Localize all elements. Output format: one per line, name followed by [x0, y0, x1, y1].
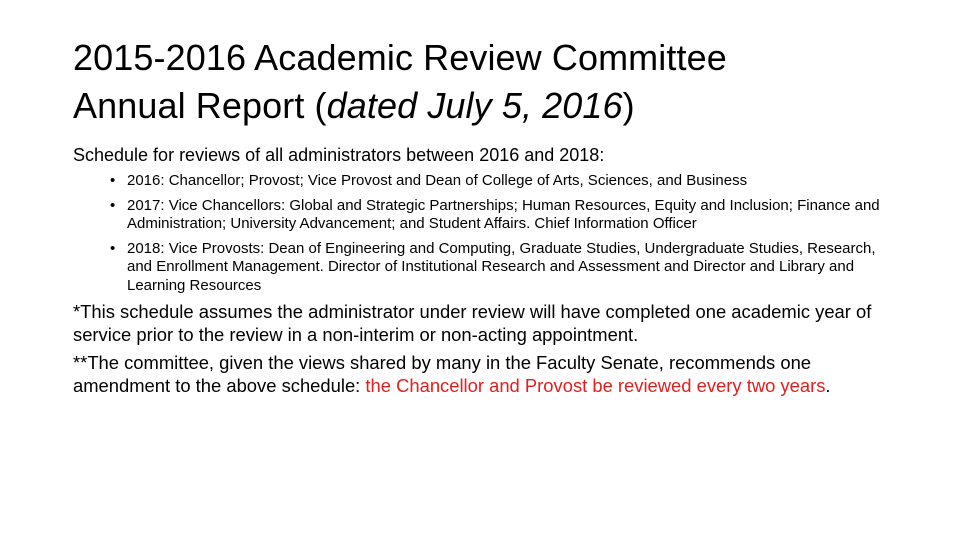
bullet-icon: •: [110, 239, 116, 257]
bullet-icon: •: [110, 196, 116, 214]
recommendation-end: .: [825, 374, 831, 396]
schedule-note: *This schedule assumes the administrator under review will have completed one academic year of service prior to the review in a non-interim or non-acting appointment.: [73, 301, 872, 345]
title-line-1: 2015-2016 Academic Review Committee: [73, 37, 727, 78]
slide-body: [73, 144, 903, 397]
title-line-2-prefix: Annual Report (: [73, 85, 327, 126]
list-item: [110, 172, 903, 191]
recommendation-highlight: the Chancellor and Provost be reviewed every two years: [365, 374, 826, 396]
bullet-icon: •: [110, 172, 116, 189]
title-line-2-suffix: ): [622, 85, 635, 126]
list-item: [110, 197, 903, 234]
list-item: [110, 240, 903, 296]
schedule-list: [73, 172, 903, 295]
slide-title: [73, 34, 933, 130]
list-item-text: 2017: Vice Chancellors: Global and Strategic Partnerships; Human Resources, Equity and Inclusion; Finance and Administration; University Advancement; and Student Affairs. Chief Information Officer: [127, 196, 880, 232]
committee-recommendation: [73, 352, 903, 397]
recommendation-text: **The committee, given the views shared by many in the Faculty Senate, recommends one amendment to the above schedule:: [73, 352, 812, 396]
title-date: dated July 5, 2016: [326, 85, 623, 126]
schedule-intro: Schedule for reviews of all administrators between 2016 and 2018:: [73, 145, 605, 165]
list-item-text: 2016: Chancellor; Provost; Vice Provost and Dean of College of Arts, Sciences, and Business: [127, 172, 748, 189]
list-item-text: 2018: Vice Provosts: Dean of Engineering and Computing, Graduate Studies, Undergraduate Studies, Research, and Enrollment Management. Director of Institutional Research and Assessment and Director and Library and Learning Resources: [127, 239, 876, 294]
